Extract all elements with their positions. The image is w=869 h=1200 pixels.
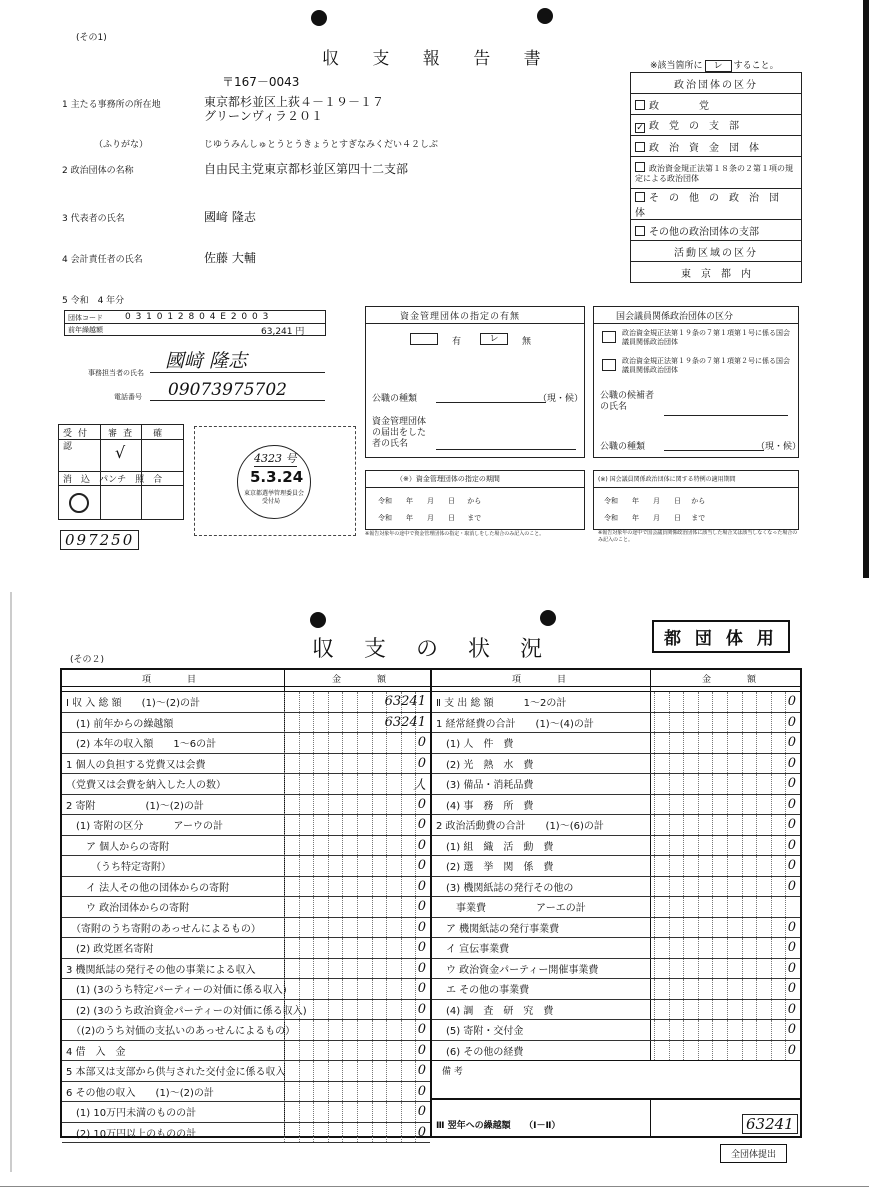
row-label: (2) 光 熱 水 費 — [436, 759, 534, 771]
row-label: 2 寄附 (1)～(2)の計 — [66, 800, 204, 812]
checkbox-icon[interactable] — [635, 162, 645, 172]
staff-name-handwritten: 國﨑 隆志 — [165, 350, 248, 372]
row-label: 1 個人の負担する党費又は会費 — [66, 759, 206, 771]
section-number: (その２) — [70, 655, 105, 665]
row-label: (2) 選 挙 関 係 費 — [436, 862, 554, 874]
row-amount[interactable]: 0 — [417, 858, 426, 874]
receipt-stamp-area — [194, 426, 356, 536]
tokyo-org-badge: 都 団 体 用 — [652, 620, 790, 653]
table-row — [62, 774, 430, 795]
row-amount[interactable]: 0 — [787, 714, 796, 730]
checkmark: √ — [115, 443, 126, 462]
row-amount[interactable]: 0 — [417, 735, 426, 751]
row-amount[interactable]: 0 — [787, 776, 796, 792]
table-row — [62, 1020, 430, 1041]
row-label: (2) 本年の収入額 1～6の計 — [66, 739, 217, 751]
table-row — [62, 1041, 430, 1062]
row-amount[interactable]: 0 — [787, 755, 796, 771]
field-label-address: 1 主たる事務所の所在地 — [62, 100, 161, 110]
row-amount[interactable]: 人 — [412, 778, 426, 794]
checkbox-icon[interactable] — [635, 226, 645, 236]
table-row — [62, 877, 430, 898]
row-amount[interactable]: 0 — [417, 817, 426, 833]
table-row — [432, 733, 800, 754]
table-row — [62, 815, 430, 836]
row-amount[interactable]: 0 — [787, 981, 796, 997]
row-amount[interactable]: 0 — [787, 1022, 796, 1038]
row-amount[interactable]: 0 — [417, 1083, 426, 1099]
area-header: 活動区域の区分 — [631, 241, 802, 262]
row-amount[interactable]: 0 — [787, 694, 796, 710]
furigana-value: じゆうみんしゅとうとうきょうとすぎなみくだい４２しぶ — [204, 140, 439, 150]
row-amount[interactable]: 63241 — [384, 714, 426, 730]
row-amount[interactable]: 0 — [787, 817, 796, 833]
row-label: (1) 寄附の区分 アーウの計 — [66, 821, 224, 833]
punch-hole — [311, 10, 327, 26]
carryover-label: 前年繰越額 — [68, 326, 103, 334]
row-label: (2) 政党匿名寄附 — [66, 944, 154, 956]
row-label: 事業費 アーエの計 — [436, 903, 586, 915]
fund-management-box: 資金管理団体の指定の有無 有 レ 無 公職の種類 （現・候） 資金管理団体の届出をした者の氏名 — [365, 306, 585, 458]
org-classification-table — [630, 72, 802, 283]
page-1-report-cover: (その1) 収 支 報 告 書 ※該当箇所に レ すること。 〒167－0043 1 主たる事務所の所在地 東京都杉並区上荻４－１９－１７ グリーンヴィラ２０１ （ふりがな） じゆうみんしゅとうとうきょうとすぎなみくだい４２しぶ 2 政治団体の名称 自由民主党東京都杉並区第四十二支部 3 代表者の氏名 國﨑 隆志 4 会計責任者の氏名 佐藤 大輔 5 令和 4 年分 団体コード 0 3 1 0 1 2 8 0 4 E 2 0 0 3 前年繰越額 63,241 円 事務担当者の氏名 國﨑 隆志 電話番号 09073975702 受付 審査 確認 √ 消 込 パンチ 照 合 097250 4323 号 5.3.24 東京都選挙管理委員会 受付局 政治団体の区分 政 党 ✓ 政 党 の 支 部 政 治 資 金 団 体 政治資金規正法第１８条の２第１項の規定による政治団体 そ の 他 の 政 治 団 体 その他の政治団体の支部 活動区域の区分 東 京 都 内 資金管理団体の指定の有無 有 レ 無 公職の種類 （現・候） 資金管理団体の届出をした者の氏名 （※）資金管理団体の指定の期間 令和 年 月 日 から 令和 年 月 日 まで ※報告対象年の途中で資金管理団体の指定・取消しをした場合のみ記入のこと。 国会議員関係政治団体の区分 政治資金規正法第１９条の７第１項第１号に係る国会議員関係政治団体 政治資金規正法第１９条の７第１項第２号に係る国会議員関係政治団体 公職の候補者の氏名 公職の種類 （現・候） (※) 国会議員関係政治団体に関する特例の適用期間 令和 年 月 日 から 令和 年 月 日 まで ※報告対象年の途中で国会議員関係政治団体に該当した場合又は該当しなくなった場合のみ記入のこと。 — [0, 0, 869, 578]
row-amount[interactable]: 0 — [417, 1001, 426, 1017]
table-row — [62, 897, 430, 918]
row-label: （寄附のうち寄附のあっせんによるもの） — [66, 923, 261, 935]
row-label: (5) 寄附・交付金 — [436, 1026, 524, 1038]
table-row — [432, 856, 800, 877]
row-label: (1) 10万円未満のものの計 — [66, 1108, 197, 1120]
row-amount[interactable]: 0 — [787, 878, 796, 894]
row-amount[interactable]: 0 — [787, 1042, 796, 1058]
row-label: エ その他の事業費 — [436, 985, 530, 997]
row-label: ウ 政治資金パーティー開催事業費 — [436, 964, 599, 976]
table-row — [432, 713, 800, 734]
row-amount[interactable]: 0 — [417, 1022, 426, 1038]
table-row — [62, 692, 430, 713]
table-row — [62, 836, 430, 857]
reception-header: 受付 審査 確認 — [63, 429, 169, 452]
table-row — [62, 754, 430, 775]
punch-hole — [540, 610, 556, 626]
row-amount[interactable]: 0 — [787, 735, 796, 751]
fund-period-box: （※）資金管理団体の指定の期間 令和 年 月 日 から 令和 年 月 日 まで — [365, 470, 585, 530]
org-code-table — [64, 310, 326, 336]
row-label: 4 借 入 金 — [66, 1046, 126, 1058]
table-row — [62, 1082, 430, 1103]
row-label: (2) 10万円以上のものの計 — [66, 1128, 197, 1140]
small-seal — [69, 493, 89, 513]
row-label: ア 個人からの寄附 — [66, 841, 170, 853]
org-code-label: 団体コード — [68, 314, 103, 322]
address-line1: 東京都杉並区上荻４－１９－１７ — [204, 95, 385, 109]
row-label: (3) 備品・消耗品費 — [436, 780, 534, 792]
class-header: 政治団体の区分 — [631, 73, 802, 94]
row-label: イ 宣伝事業費 — [436, 944, 510, 956]
class-option-checked[interactable]: ✓ 政 党 の 支 部 — [631, 115, 802, 136]
table-row — [432, 1041, 800, 1062]
row-label: イ 法人その他の団体からの寄附 — [66, 882, 230, 894]
row-label: （うち特定寄附） — [66, 862, 171, 874]
row-amount[interactable]: 0 — [787, 1001, 796, 1017]
field-label-representative: 3 代表者の氏名 — [62, 214, 125, 224]
table-row — [62, 979, 430, 1000]
row-label: （(2)のうち対価の支払いのあっせんによるもの） — [66, 1026, 296, 1038]
table-row — [432, 754, 800, 775]
row-amount[interactable]: 0 — [787, 837, 796, 853]
class-option[interactable]: その他の政治団体の支部 — [631, 220, 802, 241]
table-row — [432, 692, 800, 713]
org-code-value: 0 3 1 0 1 2 8 0 4 E 2 0 0 3 — [125, 312, 270, 322]
row-amount[interactable]: 0 — [417, 755, 426, 771]
checkbox-checked-icon[interactable]: ✓ — [636, 123, 644, 133]
carryover-value: 63,241 円 — [261, 327, 305, 337]
phone-label: 電話番号 — [114, 393, 142, 401]
carry-next-amount: 63241 — [742, 1114, 798, 1134]
checkbox-icon[interactable] — [635, 100, 645, 110]
form-title: 収 支 報 告 書 — [322, 49, 555, 69]
checkbox-icon[interactable] — [635, 192, 645, 202]
table-row — [432, 1020, 800, 1041]
representative-name: 國﨑 隆志 — [204, 210, 256, 224]
field-label-org-name: 2 政治団体の名称 — [62, 166, 134, 176]
fund-header: 資金管理団体の指定の有無 — [400, 312, 521, 322]
reception-box — [58, 424, 184, 520]
diet-special-period-box: (※) 国会議員関係政治団体に関する特例の適用期間 令和 年 月 日 から 令和 年 月 日 まで — [593, 470, 799, 530]
reception-header-2: 消 込 パンチ 照 合 — [63, 475, 163, 485]
table-row — [432, 774, 800, 795]
row-amount[interactable]: 0 — [417, 940, 426, 956]
serial-number: 097250 — [60, 530, 139, 550]
row-amount[interactable]: 0 — [417, 1042, 426, 1058]
table-row — [62, 713, 430, 734]
row-label: ウ 政治団体からの寄附 — [66, 903, 190, 915]
table-row — [62, 938, 430, 959]
row-label: (2) (3のうち政治資金パーティーの対価に係る収入) — [66, 1005, 307, 1017]
table-row — [62, 733, 430, 754]
row-label: Ⅰ 収 入 総 額 (1)～(2)の計 — [66, 698, 200, 710]
row-label: (1) 前年からの繰越額 — [66, 718, 174, 730]
row-label: (4) 調 査 研 究 費 — [436, 1005, 554, 1017]
diet-member-box: 国会議員関係政治団体の区分 政治資金規正法第１９条の７第１項第１号に係る国会議員関係政治団体 政治資金規正法第１９条の７第１項第２号に係る国会議員関係政治団体 公職の候補者の氏名 公職の種類 （現・候） — [593, 306, 799, 458]
row-amount[interactable]: 0 — [417, 919, 426, 935]
row-amount[interactable]: 0 — [787, 940, 796, 956]
row-amount[interactable]: 0 — [417, 981, 426, 997]
staff-name-label: 事務担当者の氏名 — [88, 369, 144, 377]
row-amount[interactable]: 0 — [417, 837, 426, 853]
check-instruction: ※該当箇所に レ すること。 — [650, 61, 779, 71]
row-amount[interactable]: 0 — [417, 796, 426, 812]
field-label-accountant: 4 会計責任者の氏名 — [62, 255, 143, 265]
table-row — [432, 815, 800, 836]
table-row — [62, 856, 430, 877]
row-label: (1) (3のうち特定パーティーの対価に係る収入) — [66, 985, 287, 997]
table-row — [62, 1061, 430, 1082]
checkbox-icon[interactable] — [602, 359, 616, 371]
row-amount[interactable]: 0 — [787, 960, 796, 976]
checkbox-checked-icon[interactable]: レ — [480, 333, 508, 345]
row-amount[interactable]: 0 — [417, 960, 426, 976]
table-row — [432, 795, 800, 816]
row-label: (1) 組 織 活 動 費 — [436, 841, 554, 853]
row-label: (6) その他の経費 — [436, 1046, 524, 1058]
carry-next-label: Ⅲ 翌年への繰越額 （Ⅰ－Ⅱ） — [436, 1121, 561, 1131]
postal-code: 〒167－0043 — [222, 75, 300, 89]
page-2-income-expenditure — [10, 592, 850, 1172]
area-value: 東 京 都 内 — [631, 262, 802, 283]
field-label-year: 5 令和 4 年分 — [62, 296, 125, 306]
income-expenditure-table: 項 目 金 額 項 目 金 額 Ⅰ 収 入 総 額 (1)～(2)の計 63241 (1) 前年からの繰越額 63241 (2) 本年の収入額 1～6の計 0 1 個人の負担する党費又は会費 0 （党費又は会費を納入した人の数） 人 2 寄附 (1)～(2)の計 0 (1) 寄附の区分 アーウの計 0 ア 個人からの寄附 0 （うち特定寄附） 0 イ 法人その他の団体からの寄附 0 ウ 政治団体からの寄附 0 （寄附のうち寄附のあっせんによるもの） 0 (2) 政党匿名寄附 0 3 機関紙誌の発行その他の事業による収入 0 (1) (3のうち特定パーティーの対価に係る収入) 0 (2) (3のうち政治資金パーティーの対価に係る収入) 0 （(2)のうち対価の支払いのあっせんによるもの） 0 4 借 入 金 0 5 本部又は支部から供与された交付金に係る収入 0 6 その他の収入 (1)～(2)の計 0 (1) 10万円未満のものの計 0 (2) 10万円以上のものの計 0 Ⅱ 支 出 総 額 1～2の計 0 1 経常経費の合計 (1)～(4)の計 0 (1) 人 件 費 0 (2) 光 熱 水 費 0 (3) 備品・消耗品費 0 (4) 事 務 所 費 0 2 政治活動費の合計 (1)～(6)の計 0 (1) 組 織 活 動 費 0 (2) 選 挙 関 係 費 0 (3) 機関紙誌の発行その他の 0 事業費 アーエの計 ア 機関紙誌の発行事業費 0 イ 宣伝事業費 0 ウ 政治資金パーティー開催事業費 0 エ その他の事業費 0 (4) 調 査 研 究 費 0 (5) 寄附・交付金 0 (6) その他の経費 0 備 考 Ⅲ 翌年への繰越額 （Ⅰ－Ⅱ） 63241 — [60, 668, 802, 1138]
table-row — [62, 795, 430, 816]
row-label: ア 機関紙誌の発行事業費 — [436, 923, 560, 935]
table-row — [432, 959, 800, 980]
address-line2: グリーンヴィラ２０１ — [204, 109, 324, 123]
row-amount[interactable]: 0 — [787, 919, 796, 935]
row-amount[interactable]: 0 — [417, 878, 426, 894]
table-row — [62, 1000, 430, 1021]
row-label: 1 経常経費の合計 (1)～(4)の計 — [436, 718, 594, 730]
checkbox-icon[interactable] — [635, 142, 645, 152]
accountant-name: 佐藤 大輔 — [204, 251, 256, 265]
submit-all-button[interactable]: 全団体提出 — [720, 1144, 787, 1163]
row-label: Ⅱ 支 出 総 額 1～2の計 — [436, 698, 567, 710]
phone-handwritten: 09073975702 — [168, 380, 287, 400]
table-row — [432, 877, 800, 898]
table-row — [432, 897, 800, 918]
row-amount[interactable]: 0 — [417, 899, 426, 915]
table-row — [62, 959, 430, 980]
section-number: (その1) — [76, 33, 107, 43]
punch-hole — [537, 8, 553, 24]
class-option[interactable]: 政治資金規正法第１８条の２第１項の規定による政治団体 — [631, 157, 802, 189]
row-amount[interactable]: 0 — [417, 1063, 426, 1079]
field-label-furigana: （ふりがな） — [94, 140, 149, 150]
table-row — [432, 918, 800, 939]
row-label: (1) 人 件 費 — [436, 739, 514, 751]
table-row — [62, 1123, 430, 1144]
punch-hole — [310, 612, 326, 628]
row-amount[interactable]: 63241 — [384, 694, 426, 710]
row-label: (3) 機関紙誌の発行その他の — [436, 882, 574, 894]
row-amount[interactable]: 0 — [787, 858, 796, 874]
class-option[interactable]: 政 治 資 金 団 体 — [631, 136, 802, 157]
checkbox-icon[interactable] — [602, 331, 616, 343]
remarks-label: 備 考 — [442, 1067, 463, 1077]
row-label: 3 機関紙誌の発行その他の事業による収入 — [66, 964, 256, 976]
table-row — [62, 1102, 430, 1123]
row-label: (4) 事 務 所 費 — [436, 800, 534, 812]
row-label: （党費又は会費を納入した人の数） — [66, 780, 226, 792]
table-row — [432, 836, 800, 857]
row-amount[interactable]: 0 — [417, 1124, 426, 1140]
page2-title: 収 支 の 状 況 — [312, 637, 547, 662]
class-option[interactable]: そ の 他 の 政 治 団 体 — [631, 189, 802, 220]
class-option[interactable]: 政 党 — [631, 94, 802, 115]
checkbox-icon[interactable] — [410, 333, 438, 345]
table-row — [62, 918, 430, 939]
row-label: 5 本部又は支部から供与された交付金に係る収入 — [66, 1067, 286, 1079]
row-label: 2 政治活動費の合計 (1)～(6)の計 — [436, 821, 604, 833]
table-row — [432, 1000, 800, 1021]
table-row — [432, 979, 800, 1000]
org-name: 自由民主党東京都杉並区第四十二支部 — [204, 162, 409, 176]
table-row — [432, 938, 800, 959]
row-amount[interactable]: 0 — [417, 1104, 426, 1120]
receipt-stamp: 4323 号 5.3.24 東京都選挙管理委員会 受付局 — [237, 445, 311, 519]
row-amount[interactable]: 0 — [787, 796, 796, 812]
row-label: 6 その他の収入 (1)～(2)の計 — [66, 1087, 214, 1099]
